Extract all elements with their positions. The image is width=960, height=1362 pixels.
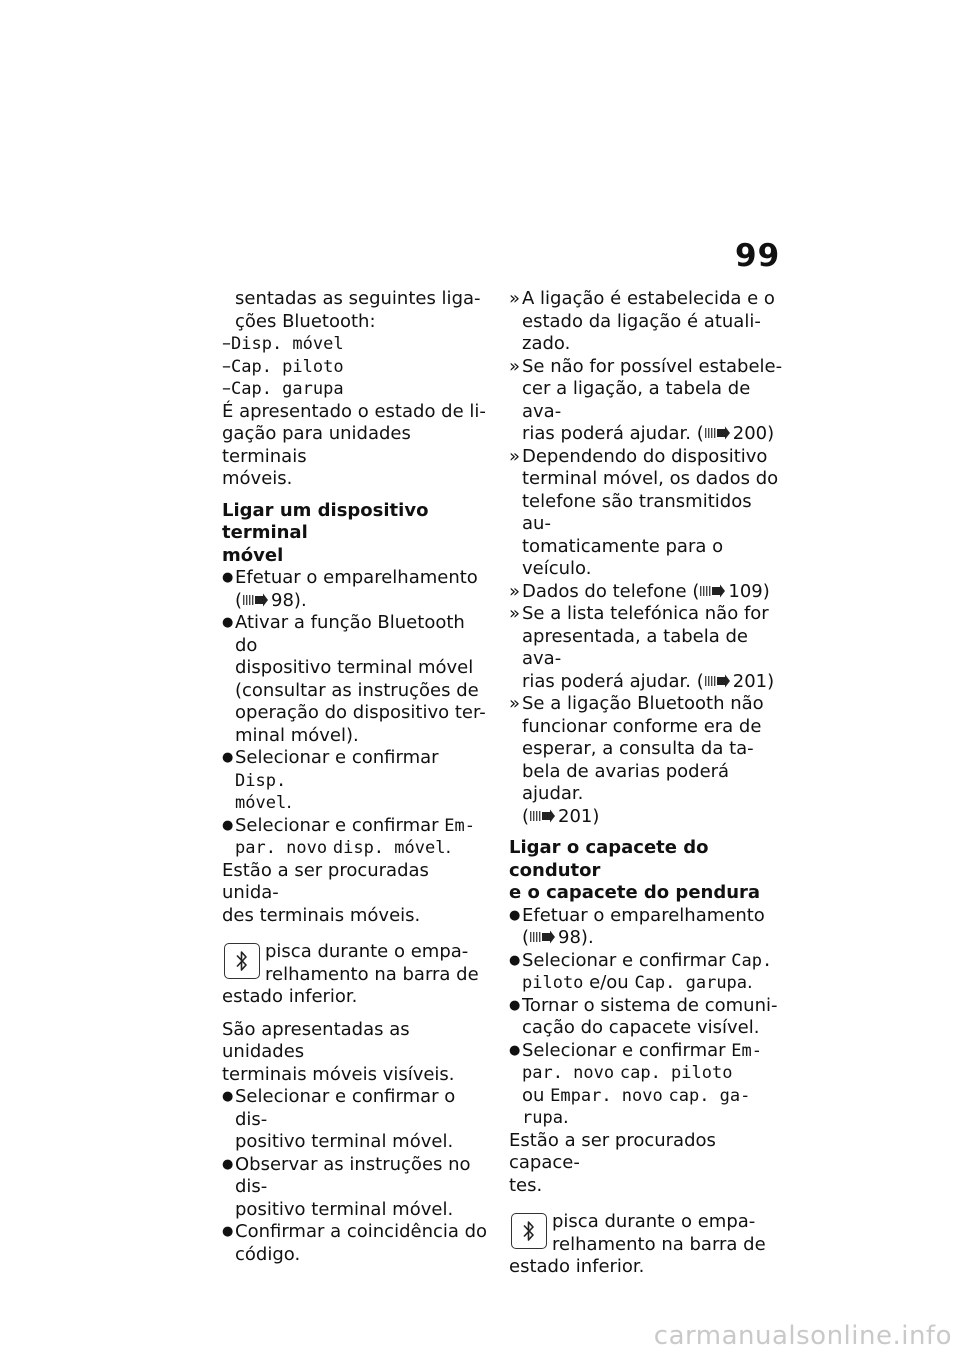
- text-line: terminais móveis visíveis.: [222, 1063, 455, 1085]
- text-span: rias poderá ajudar.: [522, 670, 691, 692]
- text-line: código.: [235, 1243, 301, 1265]
- menu-term: Empar. novo: [550, 1085, 663, 1106]
- text-line: [522, 1040, 784, 1063]
- result-mark: »: [509, 693, 521, 714]
- reference-arrow-icon: [242, 593, 268, 607]
- text-line: Efetuar o emparelhamento: [235, 567, 478, 588]
- text-line: tomaticamente para o veículo.: [522, 535, 724, 579]
- bullet-mark: ●: [509, 952, 521, 968]
- text-line: [235, 837, 490, 860]
- text-line: Estão a ser procuradas unida-: [222, 859, 429, 903]
- text-line: funcionar conforme era de: [522, 715, 762, 737]
- text-line: estado da ligação é atuali-: [522, 310, 761, 332]
- text-line: [522, 581, 784, 604]
- menu-term: Cap. garupa: [231, 379, 344, 399]
- text-line: tes.: [509, 1174, 543, 1196]
- text-line: [522, 950, 784, 973]
- bluetooth-status-note: [509, 1211, 784, 1279]
- paragraph: [222, 1019, 490, 1087]
- result-item: [509, 446, 784, 581]
- text-line: Ligar o capacete do condutor: [509, 837, 709, 881]
- menu-term: par. novo: [522, 1063, 615, 1083]
- bullet-item: [222, 1154, 490, 1222]
- text-line: Ativar a função Bluetooth do: [235, 612, 465, 656]
- text-span: e/ou: [583, 972, 635, 993]
- bullet-item: [222, 1086, 490, 1154]
- paragraph: [509, 1130, 784, 1198]
- list-item: [222, 356, 490, 379]
- text-span: Selecionar e confirmar: [522, 1039, 732, 1061]
- text-line: Observar as instruções no dis-: [235, 1153, 471, 1197]
- ref-page: 201): [558, 805, 600, 827]
- text-line: Se a lista telefónica não for: [522, 603, 769, 624]
- result-mark: »: [509, 288, 521, 309]
- text-span: .: [562, 1107, 569, 1128]
- reference-arrow-icon: [529, 809, 555, 823]
- menu-term: móvel: [235, 793, 287, 813]
- result-mark: »: [509, 603, 521, 624]
- text-line: móvel: [222, 544, 284, 566]
- list-item: [222, 333, 490, 356]
- text-line: Dependendo do dispositivo: [522, 445, 768, 467]
- menu-term: Cap. piloto: [231, 356, 344, 377]
- watermark: carmanualsonline.info: [653, 1321, 952, 1351]
- text-line: [522, 972, 784, 995]
- bullet-mark: ●: [509, 997, 521, 1013]
- text-line: Confirmar a coincidência do: [235, 1221, 488, 1242]
- section-heading: [509, 837, 784, 905]
- menu-term: par. novo: [235, 838, 328, 858]
- text-line: des terminais móveis.: [222, 904, 421, 926]
- text-line: estado inferior.: [509, 1256, 645, 1277]
- page-number: 99: [735, 238, 781, 274]
- paragraph: [222, 401, 490, 491]
- text-span: Selecionar e confirmar: [235, 814, 445, 836]
- menu-term: Em-: [444, 815, 475, 836]
- text-line: gação para unidades terminais: [222, 423, 411, 467]
- connection-list: [222, 333, 490, 401]
- page-reference: ( 201): [522, 805, 600, 827]
- dash-mark: –: [222, 355, 231, 377]
- text-span: rias poderá ajudar.: [522, 423, 691, 444]
- bullet-item: [222, 815, 490, 860]
- bullet-mark: ●: [509, 907, 521, 923]
- bullet-item: [222, 612, 490, 747]
- bullet-mark: ●: [509, 1042, 521, 1058]
- text-line: ções Bluetooth:: [235, 310, 376, 332]
- text-span: .: [286, 792, 292, 813]
- text-line: telefone são transmitidos au-: [522, 490, 752, 534]
- ref-page: 98).: [558, 927, 594, 948]
- ref-page: 109): [728, 580, 770, 602]
- text-span: ou: [522, 1084, 551, 1106]
- result-item: [509, 603, 784, 693]
- text-line: cação do capacete visível.: [522, 1017, 760, 1038]
- text-line: dispositivo terminal móvel: [235, 657, 474, 678]
- text-line: operação do dispositivo ter-: [235, 702, 486, 723]
- result-item: [509, 356, 784, 446]
- text-line: zado.: [522, 333, 571, 354]
- text-span: .: [747, 972, 753, 993]
- text-line: positivo terminal móvel.: [235, 1131, 454, 1152]
- bullet-item: [509, 1040, 784, 1130]
- text-line: [522, 1062, 784, 1085]
- section-heading: [222, 500, 490, 568]
- text-line: minal móvel).: [235, 724, 359, 746]
- text-line: rias poderá ajudar. ( 200): [522, 423, 775, 444]
- bluetooth-status-note: [222, 941, 490, 1009]
- right-column: [509, 288, 784, 1279]
- text-line: Ligar um dispositivo terminal: [222, 499, 429, 543]
- text-line: móveis.: [222, 468, 293, 489]
- left-column: [222, 288, 490, 1266]
- reference-arrow-icon: [704, 426, 730, 440]
- list-item: [222, 378, 490, 401]
- menu-term: Cap. garupa: [634, 973, 748, 993]
- text-line: [235, 792, 490, 815]
- text-line: É apresentado o estado de li-: [222, 400, 486, 422]
- reference-arrow-icon: [529, 930, 555, 944]
- bullet-item: [509, 905, 784, 950]
- intro-text: [222, 288, 490, 333]
- text-line: estado inferior.: [222, 986, 358, 1007]
- text-span: Selecionar e confirmar: [235, 747, 439, 768]
- dash-mark: –: [222, 333, 231, 354]
- text-line: Se não for possível estabele-: [522, 355, 783, 377]
- result-mark: »: [509, 355, 521, 377]
- ref-page: 201): [732, 670, 775, 692]
- menu-term: Cap.: [731, 950, 773, 971]
- dash-mark: –: [222, 378, 231, 399]
- text-line: apresentada, a tabela de ava-: [522, 625, 748, 669]
- menu-term: piloto: [522, 973, 584, 993]
- text-line: [522, 1107, 784, 1130]
- text-line: Efetuar o emparelhamento: [522, 904, 765, 926]
- text-line: e o capacete do pendura: [509, 882, 761, 903]
- text-line: Se a ligação Bluetooth não: [522, 693, 764, 714]
- menu-term: Disp. móvel: [231, 334, 344, 354]
- text-line: sentadas as seguintes liga-: [235, 288, 481, 309]
- text-line: rias poderá ajudar. ( 201): [522, 670, 775, 692]
- bullet-mark: ●: [222, 615, 234, 630]
- result-mark: »: [509, 445, 521, 467]
- text-line: Estão a ser procurados capace-: [509, 1129, 716, 1173]
- bullet-item: [509, 995, 784, 1040]
- text-line: esperar, a consulta da ta-: [522, 738, 754, 759]
- ref-page: 200): [732, 423, 775, 444]
- bullet-item: [222, 567, 490, 612]
- bullet-mark: ●: [222, 1089, 234, 1104]
- text-line: São apresentadas as unidades: [222, 1018, 410, 1062]
- text-span: Selecionar e confirmar: [522, 949, 732, 971]
- text-line: [235, 747, 490, 792]
- bluetooth-icon: [224, 943, 260, 979]
- ref-page: 98).: [271, 589, 307, 611]
- bullet-item: [509, 950, 784, 995]
- bluetooth-icon: [511, 1213, 547, 1249]
- menu-term: disp. móvel: [332, 838, 446, 858]
- text-line: terminal móvel, os dados do: [522, 468, 779, 489]
- text-line: Selecionar e confirmar o dis-: [235, 1086, 456, 1130]
- text-line: positivo terminal móvel.: [235, 1198, 454, 1220]
- reference-arrow-icon: [699, 584, 725, 598]
- text-line: Tornar o sistema de comuni-: [522, 994, 778, 1016]
- bullet-item: [222, 747, 490, 815]
- bullet-mark: ●: [222, 750, 234, 765]
- text-line: cer a ligação, a tabela de ava-: [522, 378, 751, 422]
- result-item: [509, 693, 784, 828]
- page-reference: ( 98).: [522, 927, 594, 948]
- menu-term: cap. ga-: [668, 1085, 751, 1106]
- menu-term: Disp.: [235, 770, 287, 791]
- bullet-mark: ●: [222, 570, 234, 585]
- text-line: A ligação é estabelecida e o: [522, 288, 775, 309]
- result-mark: »: [509, 580, 521, 602]
- page-reference: ( 98).: [235, 589, 307, 611]
- text-line: relhamento na barra de: [552, 1233, 766, 1255]
- text-line: pisca durante o empa-: [552, 1211, 756, 1232]
- text-span: Dados do telefone (: [522, 580, 700, 602]
- bullet-mark: ●: [222, 817, 234, 833]
- bullet-mark: ●: [222, 1224, 234, 1239]
- text-span: .: [445, 837, 452, 858]
- bullet-mark: ●: [222, 1156, 234, 1172]
- text-line: relhamento na barra de: [265, 963, 479, 985]
- menu-term: rupa: [522, 1108, 563, 1128]
- result-item: [509, 581, 784, 604]
- result-item: [509, 288, 784, 356]
- text-line: bela de avarias poderá ajudar.: [522, 760, 730, 804]
- bullet-item: [222, 1221, 490, 1266]
- text-line: pisca durante o empa-: [265, 941, 469, 962]
- menu-term: cap. piloto: [619, 1063, 733, 1083]
- paragraph: [222, 860, 490, 928]
- text-line: [522, 1085, 784, 1108]
- text-line: [235, 815, 490, 838]
- menu-term: Em-: [731, 1040, 762, 1061]
- text-line: (consultar as instruções de: [235, 679, 479, 701]
- reference-arrow-icon: [704, 674, 730, 688]
